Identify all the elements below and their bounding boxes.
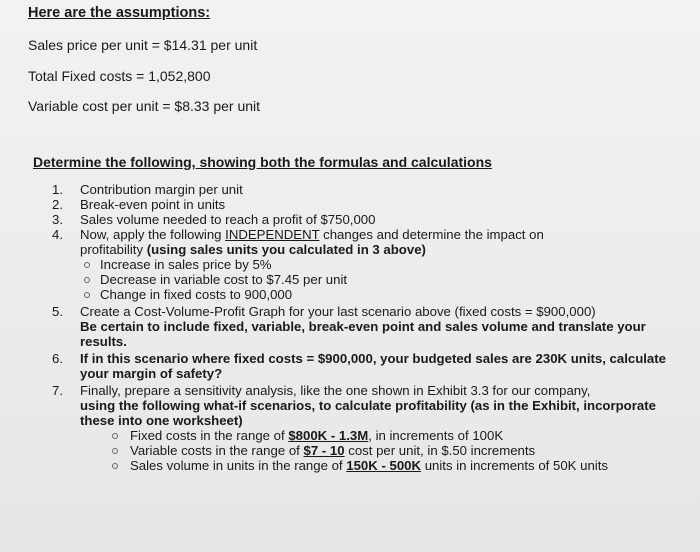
assumption-sales-price: Sales price per unit = $14.31 per unit bbox=[28, 37, 258, 53]
list-item: 7. Finally, prepare a sensitivity analysis, like the one shown in Exhibit 3.3 for our company, using the following what-if scenarios, to calculate profitability (as in the Exhibit, incorporate these into one worksheet) bbox=[52, 383, 656, 428]
circle-bullet-icon bbox=[84, 277, 90, 283]
sub-item: Change in fixed costs to 900,000 bbox=[52, 287, 692, 302]
list-item: 1. Contribution margin per unit bbox=[52, 182, 243, 197]
list-item: 5. Create a Cost-Volume-Profit Graph for your last scenario above (fixed costs = $900,000) Be certain to include fixed, variable, break-even point and sales volume and translate your results. bbox=[52, 304, 646, 349]
circle-bullet-icon bbox=[112, 448, 118, 454]
assumptions-heading: Here are the assumptions: bbox=[28, 5, 211, 21]
task-list bbox=[52, 182, 692, 473]
assumption-variable-cost: Variable cost per unit = $8.33 per unit bbox=[28, 98, 261, 114]
sub-item: Increase in sales price by 5% bbox=[52, 257, 692, 272]
list-item: 4. Now, apply the following INDEPENDENT changes and determine the impact on profitability (using sales units you calculated in 3 above) bbox=[52, 227, 544, 257]
circle-bullet-icon bbox=[84, 262, 90, 268]
list-item: 6. If in this scenario where fixed costs = $900,000, your budgeted sales are 230K units, calculate your margin of safety? bbox=[52, 351, 666, 381]
sub-item: Variable costs in the range of $7 - 10 cost per unit, in $.50 increments bbox=[52, 443, 692, 458]
circle-bullet-icon bbox=[112, 433, 118, 439]
circle-bullet-icon bbox=[84, 292, 90, 298]
list-item: 2. Break-even point in units bbox=[52, 197, 226, 212]
assumption-fixed-costs: Total Fixed costs = 1,052,800 bbox=[28, 68, 211, 84]
sub-item: Fixed costs in the range of $800K - 1.3M, in increments of 100K bbox=[52, 428, 692, 443]
sub-item: Decrease in variable cost to $7.45 per unit bbox=[52, 272, 692, 287]
circle-bullet-icon bbox=[112, 463, 118, 469]
list-item: 3. Sales volume needed to reach a profit of $750,000 bbox=[52, 212, 376, 227]
sub-item: Sales volume in units in the range of 150K - 500K units in increments of 50K units bbox=[52, 458, 692, 473]
section-heading: Determine the following, showing both the formulas and calculations bbox=[33, 154, 492, 170]
